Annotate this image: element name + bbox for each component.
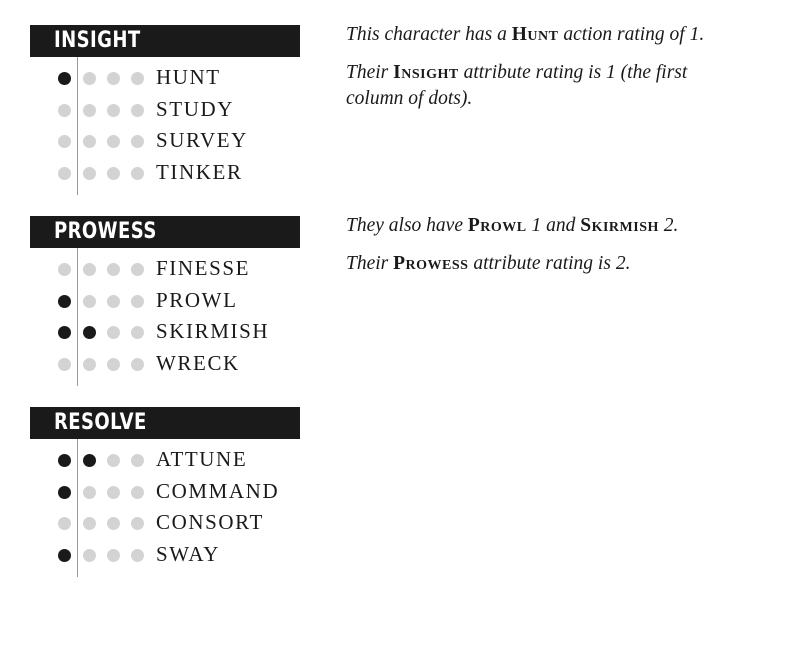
note-term: Skirmish [580, 215, 659, 236]
action-label: CONSORT [156, 510, 264, 534]
empty-dot [131, 104, 144, 117]
empty-dot [83, 263, 96, 276]
action-row-study [30, 95, 300, 126]
action-label: SWAY [156, 541, 220, 566]
action-list [30, 439, 300, 577]
empty-dot [58, 135, 71, 148]
empty-dot [131, 72, 144, 85]
note-prowl-skirmish [346, 213, 766, 239]
action-label: TINKER [156, 159, 243, 184]
action-row-attune [30, 445, 300, 476]
filled-dot [83, 454, 96, 467]
action-row-finesse [30, 254, 300, 285]
note-term: Prowl [467, 215, 527, 236]
action-row-prowl [30, 286, 300, 317]
action-label: COMMAND [156, 478, 280, 503]
filled-dot [58, 72, 71, 85]
empty-dot [131, 295, 144, 308]
empty-dot [58, 104, 71, 117]
empty-dot [107, 72, 120, 85]
note-insight [346, 60, 746, 112]
attribute-name: PROWESS [54, 219, 157, 244]
filled-dot [58, 454, 71, 467]
empty-dot [83, 135, 96, 148]
filled-dot [58, 326, 71, 339]
action-row-skirmish [30, 317, 300, 348]
empty-dot [131, 486, 144, 499]
attribute-block-prowess [30, 216, 300, 386]
action-row-command [30, 477, 300, 508]
empty-dot [58, 517, 71, 530]
action-label: SURVEY [156, 128, 248, 152]
action-list [30, 248, 300, 386]
note-term: Prowess [393, 253, 469, 274]
empty-dot [107, 517, 120, 530]
action-label: ATTUNE [156, 447, 248, 471]
note-term: Insight [393, 62, 459, 83]
action-row-tinker [30, 158, 300, 189]
filled-dot [83, 326, 96, 339]
empty-dot [107, 135, 120, 148]
empty-dot [131, 135, 144, 148]
note-text: action rating of 1. [558, 24, 705, 45]
empty-dot [107, 295, 120, 308]
empty-dot [83, 72, 96, 85]
attribute-block-insight [30, 25, 300, 195]
attribute-header [30, 407, 300, 439]
empty-dot [83, 358, 96, 371]
empty-dot [83, 549, 96, 562]
empty-dot [131, 326, 144, 339]
action-row-consort [30, 508, 300, 539]
action-row-hunt [30, 63, 300, 94]
empty-dot [58, 263, 71, 276]
note-text: This character has a [346, 24, 512, 45]
action-label: FINESSE [156, 256, 251, 280]
note-prowess [346, 251, 766, 277]
action-list [30, 57, 300, 195]
empty-dot [107, 549, 120, 562]
note-term: Hunt [511, 24, 559, 45]
empty-dot [131, 263, 144, 276]
empty-dot [107, 104, 120, 117]
attribute-block-resolve [30, 407, 300, 577]
empty-dot [107, 167, 120, 180]
empty-dot [83, 104, 96, 117]
note-text: 2. [658, 215, 679, 236]
action-label: PROWL [156, 287, 238, 312]
note-hunt [346, 22, 766, 48]
note-text: Their [346, 62, 394, 83]
attribute-header [30, 25, 300, 57]
empty-dot [83, 517, 96, 530]
action-label: HUNT [156, 65, 221, 89]
empty-dot [131, 517, 144, 530]
empty-dot [131, 454, 144, 467]
empty-dot [131, 167, 144, 180]
action-label: STUDY [156, 96, 235, 121]
action-row-sway [30, 540, 300, 571]
action-row-wreck [30, 349, 300, 380]
attribute-name: INSIGHT [54, 28, 141, 53]
filled-dot [58, 486, 71, 499]
empty-dot [131, 549, 144, 562]
note-text: 1 and [526, 215, 581, 236]
filled-dot [58, 295, 71, 308]
note-text: They also have [346, 215, 468, 236]
empty-dot [83, 167, 96, 180]
note-text: attribute rating is 1 (the first column of dots). [346, 62, 688, 109]
empty-dot [83, 486, 96, 499]
note-text: attribute rating is 2. [468, 253, 631, 274]
attribute-header [30, 216, 300, 248]
action-row-survey [30, 126, 300, 157]
empty-dot [131, 358, 144, 371]
empty-dot [107, 454, 120, 467]
empty-dot [58, 358, 71, 371]
attribute-name: RESOLVE [54, 410, 147, 435]
empty-dot [107, 326, 120, 339]
empty-dot [107, 358, 120, 371]
note-text: Their [346, 253, 394, 274]
empty-dot [58, 167, 71, 180]
action-label: WRECK [156, 350, 240, 375]
filled-dot [58, 549, 71, 562]
action-label: SKIRMISH [156, 319, 270, 343]
empty-dot [107, 263, 120, 276]
empty-dot [83, 295, 96, 308]
empty-dot [107, 486, 120, 499]
